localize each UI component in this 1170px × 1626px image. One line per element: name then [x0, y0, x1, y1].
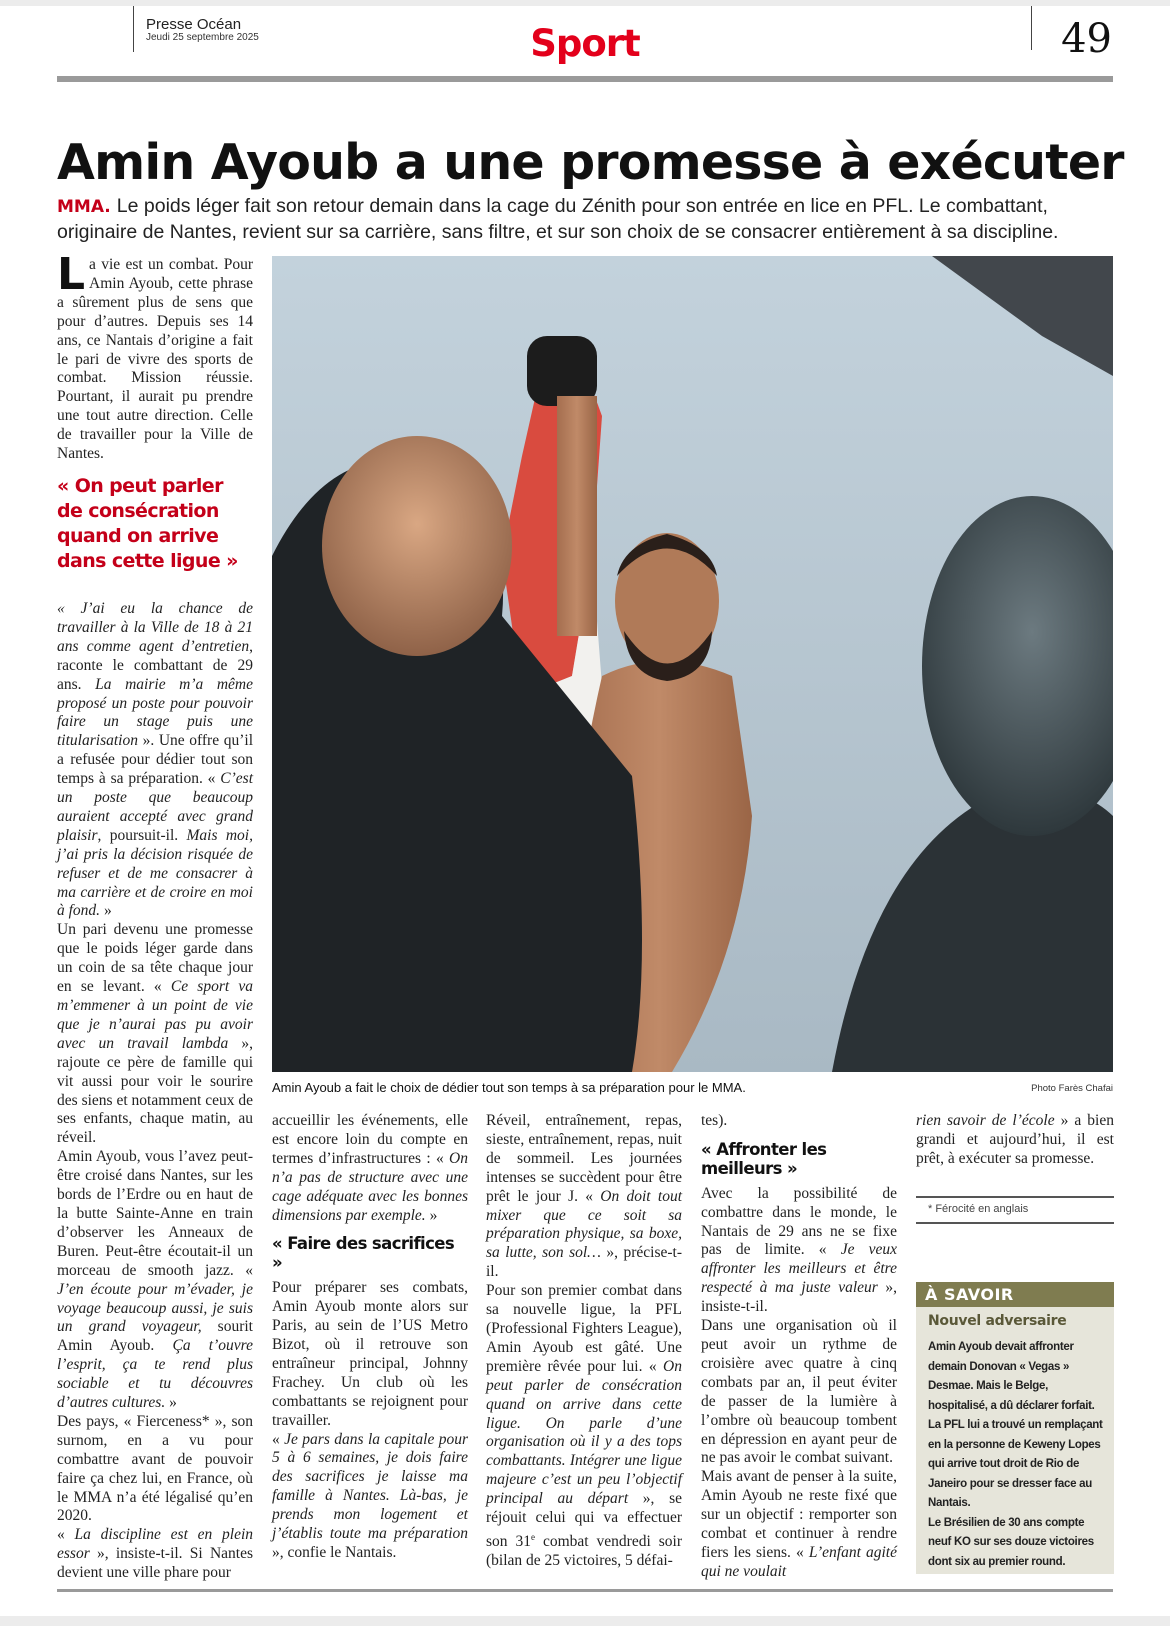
- paragraph: « La discipline est en plein essor », insiste-t-il. Si Nantes devient une ville phare pour: [57, 1526, 254, 1582]
- a-savoir-body: [928, 1338, 1110, 1572]
- newspaper-page: [0, 6, 1170, 1616]
- paragraph: Pour préparer ses combats, Amin Ayoub monte alors sur Paris, au sein de l’US Metro Bizot, où il retrouve son entraîneur principal, Johnny Frachey. Un club où les combattants se rejoignent pour travailler.: [272, 1279, 468, 1429]
- standfirst-text: Le poids léger fait son retour demain dans la cage du Zénith pour son entrée en lice en PFL. Le combattant, originaire de Nantes, revient sur sa carrière, sans filtre, et sur son choix de se consacrer entièrement à sa discipline.: [57, 195, 1059, 243]
- paragraph: « Je pars dans la capitale pour 5 à 6 semaines, je dois faire des sacrifices je laisse ma famille à Nantes. Là-bas, je prends mon logement et j’établis toute ma préparation », confie le Nantais.: [272, 1430, 469, 1561]
- paragraph: accueillir les événements, elle est encore loin du compte en termes d’infrastructures : « On n’a pas de structure avec une cage adéquate avec les bonnes dimensions par exemple. »: [272, 1112, 468, 1224]
- a-savoir-label: À SAVOIR: [916, 1282, 1114, 1307]
- bottom-rule: [57, 1589, 1113, 1592]
- paragraph: Dans une organisation où il peut avoir un rythme de croisière avec quatre à cinq combats par an, il peut éviter de passer de la lumière à l’ombre où beaucoup tombent en dépression en ayant peur de ne pas avoir le combat suivant.: [701, 1317, 897, 1467]
- page-number: 49: [1061, 16, 1112, 62]
- paragraph: Amin Ayoub devait affronter demain Donovan « Vegas » Desmae. Mais le Belge, hospitalisé, a dû déclarer forfait.: [928, 1341, 1095, 1412]
- a-savoir-title: Nouvel adversaire: [928, 1313, 1067, 1329]
- paper-date: Jeudi 25 septembre 2025: [146, 32, 259, 43]
- paragraph: Pour son premier combat dans sa nouvelle ligue, la PFL (Professional Fighters League), Amin Ayoub est gâté. Une première rêvée pour lui. « On peut parler de consécration quand on arrive dans cette ligue. On parle d’une organisation où il y a des tops combattants. Intégrer une ligue majeure c’est un peu l’objectif principal au départ », se réjouit celui qui va effectuer son 31e combat vendredi soir (bilan de 25 victoires, 5 défai-: [486, 1282, 682, 1569]
- paper-name: Presse Océan: [146, 16, 242, 33]
- subhead: « Affronter les meilleurs »: [701, 1139, 827, 1178]
- paragraph: Réveil, entraînement, repas, sieste, entraînement, repas, nuit de sommeil. Les journées intenses se succèdent pour être prêt le jour J. « On doit tout mixer que ce soit sa préparation physique, sa boxe, sa lutte, son sol… », précise-t-il.: [486, 1112, 682, 1281]
- intro-text: a vie est un combat. Pour Amin Ayoub, cette phrase a sûrement plus de sens que pour d’autres. Depuis ses 14 ans, ce Nantais d’origine a fait le pari de vivre des sports de combat. Mission réussie. Pourtant, il aurait pu prendre une tout autre direction. Celle de travailler pour la Ville de Nantes.: [57, 256, 253, 463]
- drop-cap: L: [57, 249, 86, 300]
- mma-glove: [527, 336, 597, 406]
- photo-caption: Amin Ayoub a fait le choix de dédier tout son temps à sa préparation pour le MMA.: [272, 1080, 746, 1095]
- raised-arm: [557, 396, 597, 636]
- footnote: * Férocité en anglais: [928, 1203, 1029, 1215]
- paragraph: Avec la possibilité de combattre dans le monde, le Nantais de 29 ans ne se fixe pas de limite. « Je veux affronter les meilleurs et être respecté à ma juste valeur », insiste-t-il.: [701, 1184, 898, 1316]
- footnote-rule-bottom: [916, 1222, 1114, 1224]
- paragraph: Le Brésilien de 30 ans compte neuf KO sur ses douze victoires dont six au premier round.: [928, 1516, 1094, 1568]
- article-headline: Amin Ayoub a une promesse à exécuter: [57, 134, 1124, 191]
- subhead: « Faire des sacrifices »: [272, 1234, 455, 1273]
- photo-credit: Photo Farès Chafai: [1031, 1083, 1113, 1094]
- article-column-4: [701, 1112, 897, 1582]
- article-column-2: [272, 1112, 468, 1563]
- a-savoir-box: [916, 1282, 1114, 1574]
- paragraph: La PFL lui a trouvé un remplaçant en la personne de Keweny Lopes qui arrive tout droit de Rio de Janeiro pour se dresser face au Nantais.: [928, 1419, 1103, 1509]
- section-title: Sport: [530, 22, 640, 65]
- paragraph: Un pari devenu une promesse que le poids léger garde dans un coin de sa tête chaque jour en se levant. « Ce sport va m’emmener à un point de vie que je n’aurai pas pu avoir avec un travail lambda », rajoute ce père de famille qui vit aussi pour voir le sourire des siens et notamment ceux de ses enfants, chaque matin, au réveil.: [57, 921, 254, 1147]
- foreground-person-head: [322, 436, 512, 656]
- article-column-1: [57, 249, 254, 1583]
- paragraph: tes).: [701, 1112, 728, 1129]
- paragraph: rien savoir de l’école » a bien grandi et aujourd’hui, il est prêt, à exécuter sa promesse.: [916, 1112, 1114, 1167]
- pull-quote: « On peut parler de consécration quand on arrive dans cette ligue »: [57, 474, 238, 572]
- fighter-photo-illustration: [272, 256, 1113, 1072]
- intro-paragraph: [57, 249, 253, 464]
- article-column-3: [486, 1112, 682, 1571]
- masthead: [0, 6, 1170, 86]
- article-photo: [272, 256, 1113, 1072]
- top-rule: [57, 76, 1113, 82]
- article-standfirst: [57, 194, 1117, 245]
- paragraph: Amin Ayoub, vous l’avez peut-être croisé dans Nantes, sur les bords de l’Erdre ou en haut de la butte Sainte-Anne en train d’observer les Anneaux de Buren. Peut-être écoutait-il un morceau de smooth jazz. « J’en écoute pour m’évader, je voyage beaucoup aussi, je suis un grand voyageur, sourit Amin Ayoub. Ça t’ouvre l’esprit, ça te rend plus sociable et tu découvres d’autres cultures. »: [57, 1148, 253, 1412]
- paragraph: « J’ai eu la chance de travailler à la Ville de 18 à 21 ans comme agent d’entretien, raconte le combattant de 29 ans. La mairie m’a même proposé un poste pour pouvoir faire un stage puis une titularisation ». Une offre qu’il a refusée pour dédier tout son temps à sa préparation. « C’est un poste que beaucoup auraient accepté avec grand plaisir, poursuit-il. Mais moi, j’ai pris la décision risquée de refuser et de me consacrer à ma carrière et de croire en moi à fond. »: [57, 599, 254, 920]
- footnote-rule-top: [916, 1196, 1114, 1198]
- article-column-5: [916, 1112, 1114, 1169]
- paragraph: Des pays, « Fierceness* », son surnom, en a vu pour combattre avant de pouvoir faire ça chez lui, en France, où le MMA n’a été légalisé qu’en 2020.: [57, 1412, 253, 1525]
- kicker-label: MMA.: [57, 197, 111, 217]
- masthead-divider-right: [1031, 6, 1032, 50]
- paragraph: Mais avant de penser à la suite, Amin Ayoub ne reste fixé que sur un objectif : remporter son combat et continuer à rendre fiers les siens. « L’enfant agité qui ne voulait: [701, 1468, 897, 1580]
